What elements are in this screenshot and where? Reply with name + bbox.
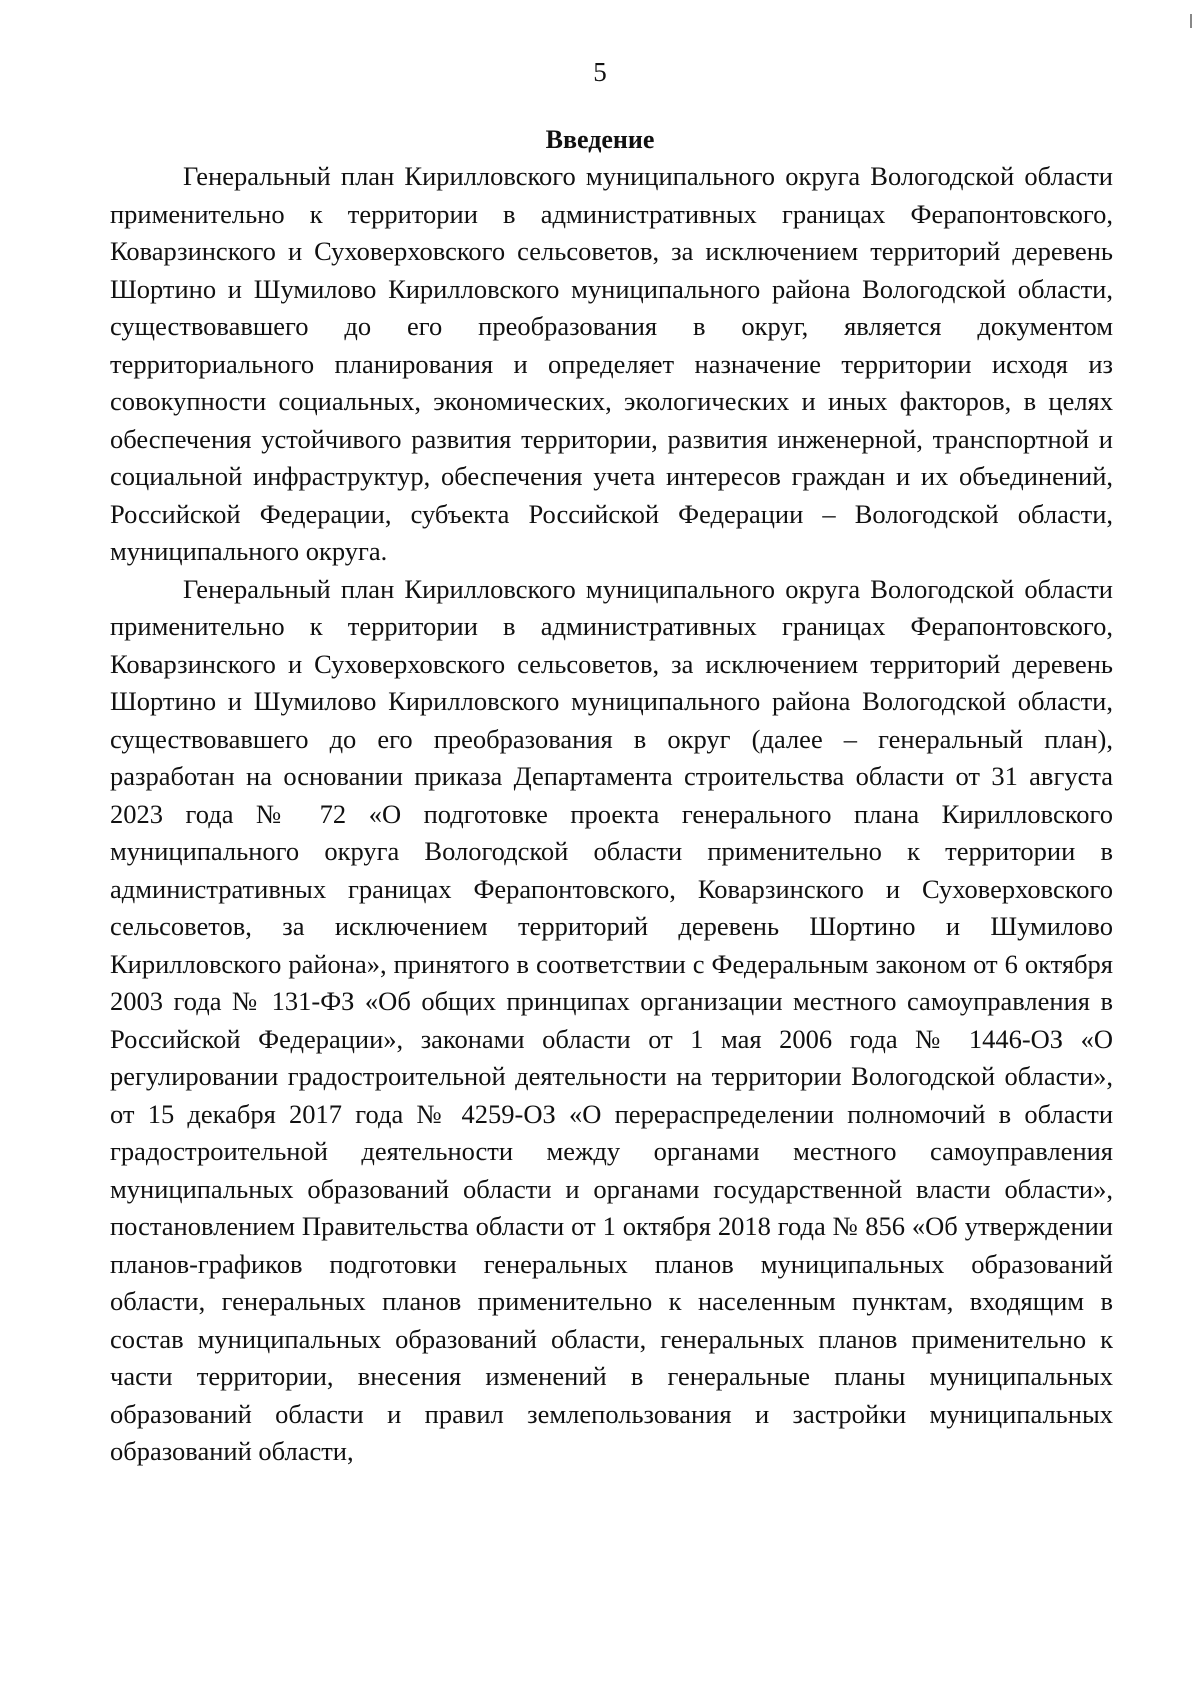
paragraph-2: Генеральный план Кирилловского муниципального округа Вологодской области применительно к территории в административных границах Ферапонтовского, Коварзинского и Суховерховского сельсоветов, за исключением территорий деревень Шортино и Шумилово Кирилловского муниципального района Вологодской области, существовавшего до его преобразования в округ (далее – генеральный план), разработан на основании приказа Департамента строительства области от 31 августа 2023 года № 72 «О подготовке проекта генерального плана Кирилловского муниципального округа Вологодской области применительно к территории в административных границах Ферапонтовского, Коварзинского и Суховерховского сельсоветов, за исключением территорий деревень Шортино и Шумилово Кирилловского района», принятого в соответствии с Федеральным законом от 6 октября 2003 года № 131-ФЗ «Об общих принципах организации местного самоуправления в Российской Федерации», законами области от 1 мая 2006 года № 1446-ОЗ «О регулировании градостроительной деятельности на территории Вологодской области», от 15 декабря 2017 года № 4259-ОЗ «О перераспределении полномочий в области градостроительной деятельности между органами местного самоуправления муниципальных образований области и органами государственной власти области», постановлением Правительства области от 1 октября 2018 года № 856 «Об утверждении планов-графиков подготовки генеральных планов муниципальных образований области, генеральных планов применительно к населенным пунктам, входящим в состав муниципальных образований области, генеральных планов применительно к части территории, внесения изменений в генеральные планы муниципальных образований области и правил землепользования и застройки муниципальных образований области, [110, 573, 1113, 1466]
paragraph-1: Генеральный план Кирилловского муниципального округа Вологодской области применительно к территории в административных границах Ферапонтовского, Коварзинского и Суховерховского сельсоветов, за исключением территорий деревень Шортино и Шумилово Кирилловского муниципального района Вологодской области, существовавшего до его преобразования в округ, является документом территориального планирования и определяет назначение территории исходя из совокупности социальных, экономических, экологических и иных факторов, в целях обеспечения устойчивого развития территории, развития инженерной, транспортной и социальной инфраструктур, обеспечения учета интересов граждан и их объединений, Российской Федерации, субъекта Российской Федерации – Вологодской области, муниципального округа. [110, 161, 1113, 566]
scan-edge-mark [1190, 14, 1192, 28]
section-heading: Введение [545, 125, 655, 154]
page-number: 5 [593, 57, 607, 87]
body-text [110, 158, 1113, 1471]
